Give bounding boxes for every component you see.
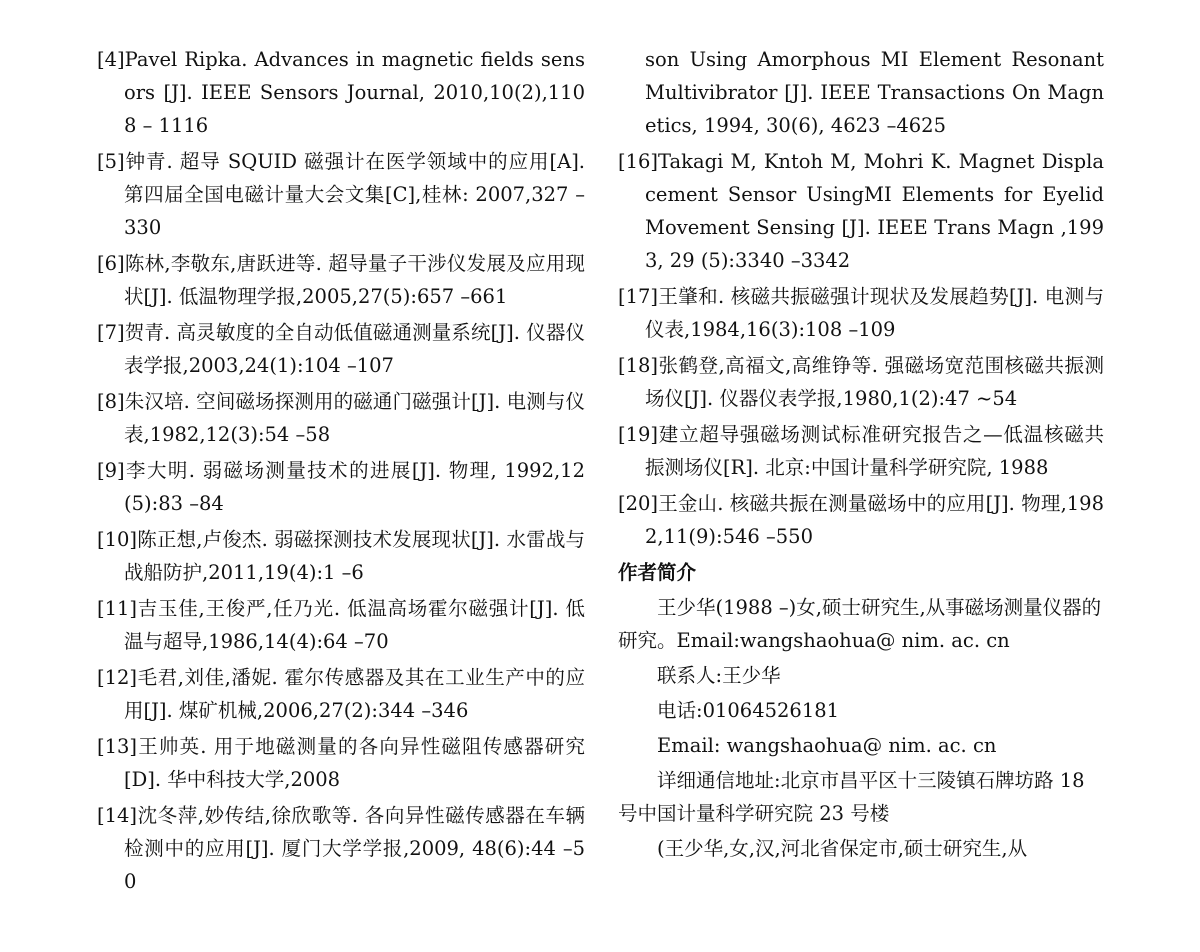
reference-19: [19]建立超导强磁场测试标准研究报告之—低温核磁共振测场仪[R]. 北京:中国计量科学研究院, 1988 — [618, 423, 1104, 479]
reference-14: [14]沈冬萍,妙传结,徐欣歌等. 各向异性磁传感器在车辆检测中的应用[J]. 厦门大学学报,2009, 48(6):44 –50 — [97, 804, 585, 893]
reference-6: [6]陈林,李敬东,唐跃进等. 超导量子干涉仪发展及应用现状[J]. 低温物理学报,2005,27(5):657 –661 — [97, 252, 585, 308]
reference-12: [12]毛君,刘佳,潘妮. 霍尔传感器及其在工业生产中的应用[J]. 煤矿机械,2006,27(2):344 –346 — [97, 666, 585, 722]
reference-7: [7]贺青. 高灵敏度的全自动低值磁通测量系统[J]. 仪器仪表学报,2003,24(1):104 –107 — [97, 321, 585, 377]
reference-4: [4]Pavel Ripka. Advances in magnetic fields sensors [J]. IEEE Sensors Journal, 2010,10(2),1108 – 1116 — [97, 48, 585, 137]
reference-18: [18]张鹤登,高福文,高维铮等. 强磁场宽范围核磁共振测场仪[J]. 仪器仪表学报,1980,1(2):47 ~54 — [618, 354, 1104, 410]
author-bio: 王少华(1988 –)女,硕士研究生,从事磁场测量仪器的研究。Email:wangshaohua@ nim. ac. cn — [618, 596, 1102, 652]
reference-17: [17]王肇和. 核磁共振磁强计现状及发展趋势[J]. 电测与仪表,1984,16(3):108 –109 — [618, 285, 1104, 341]
reference-8: [8]朱汉培. 空间磁场探测用的磁通门磁强计[J]. 电测与仪表,1982,12(3):54 –58 — [97, 390, 585, 446]
email-address: Email: wangshaohua@ nim. ac. cn — [657, 734, 997, 757]
references-left-column — [97, 43, 585, 901]
mailing-address: 详细通信地址:北京市昌平区十三陵镇石牌坊路 18 号中国计量科学研究院 23 号楼 — [618, 769, 1085, 825]
phone-number: 电话:01064526181 — [657, 699, 840, 722]
reference-15-continuation: son Using Amorphous MI Element Resonant Multivibrator [J]. IEEE Transactions On Magnetics, 1994, 30(6), 4623 –4625 — [645, 48, 1104, 137]
references-right-column — [618, 43, 1104, 867]
reference-16: [16]Takagi M, Kntoh M, Mohri K. Magnet Displacement Sensor UsingMI Elements for Eyelid Movement Sensing [J]. IEEE Trans Magn ,1993, 29 (5):3340 –3342 — [618, 150, 1104, 272]
reference-20: [20]王金山. 核磁共振在测量磁场中的应用[J]. 物理,1982,11(9):546 –550 — [618, 492, 1104, 548]
reference-9: [9]李大明. 弱磁场测量技术的进展[J]. 物理, 1992,12(5):83 –84 — [97, 459, 585, 515]
reference-10: [10]陈正想,卢俊杰. 弱磁探测技术发展现状[J]. 水雷战与战船防护,2011,19(4):1 –6 — [97, 528, 585, 584]
author-note: (王少华,女,汉,河北省保定市,硕士研究生,从 — [657, 837, 1028, 860]
reference-11: [11]吉玉佳,王俊严,任乃光. 低温高场霍尔磁强计[J]. 低温与超导,1986,14(4):64 –70 — [97, 597, 585, 653]
author-section-heading: 作者简介 — [618, 561, 697, 584]
contact-person: 联系人:王少华 — [657, 664, 781, 687]
reference-13: [13]王帅英. 用于地磁测量的各向异性磁阻传感器研究[D]. 华中科技大学,2008 — [97, 735, 585, 791]
reference-5: [5]钟青. 超导 SQUID 磁强计在医学领域中的应用[A]. 第四届全国电磁计量大会文集[C],桂林: 2007,327 –330 — [97, 150, 585, 239]
